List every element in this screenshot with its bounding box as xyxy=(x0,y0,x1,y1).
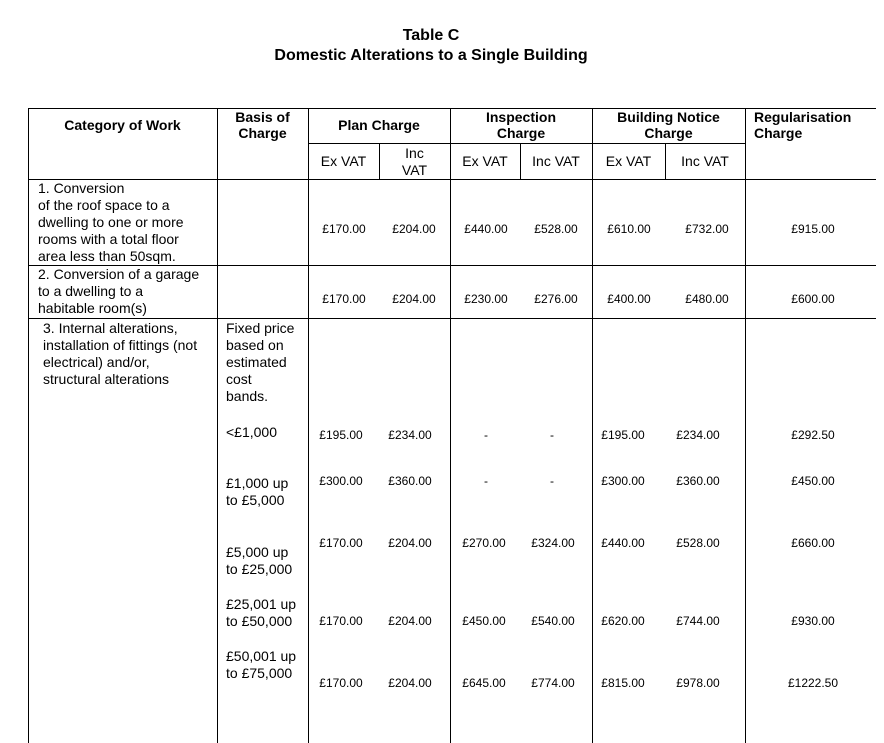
charge-value: £195.00 xyxy=(601,428,645,442)
basis-text: cost xyxy=(226,371,252,387)
charge-value: £170.00 xyxy=(319,676,363,690)
subheader-inc-vat: Inc VAT xyxy=(532,153,580,169)
header-building-notice-charge: Charge xyxy=(644,125,693,141)
cost-band-label: £5,000 up xyxy=(226,544,289,560)
category-text: installation of fittings (not xyxy=(43,337,198,353)
cost-band-label: £50,001 up xyxy=(226,648,297,664)
charge-value: £440.00 xyxy=(464,222,508,236)
charge-value: £620.00 xyxy=(601,614,645,628)
table-title: Table C xyxy=(402,27,460,44)
category-text: 2. Conversion of a garage xyxy=(38,266,200,282)
header-building-notice-charge: Building Notice xyxy=(617,109,720,125)
charge-value: £1222.50 xyxy=(787,676,839,690)
charge-value: - xyxy=(484,474,488,488)
charge-value: £324.00 xyxy=(531,536,575,550)
category-text: electrical) and/or, xyxy=(43,354,150,370)
subheader-inc-vat: Inc xyxy=(405,145,424,161)
charge-value: £230.00 xyxy=(464,292,508,306)
charge-value: £450.00 xyxy=(791,474,835,488)
header-category: Category of Work xyxy=(64,117,181,133)
basis-text: Fixed price xyxy=(226,320,295,336)
column-rule xyxy=(308,108,309,743)
charge-value: £528.00 xyxy=(676,536,720,550)
charge-value: £732.00 xyxy=(685,222,729,236)
subheader-inc-vat: Inc VAT xyxy=(681,153,729,169)
category-text: structural alterations xyxy=(43,371,170,387)
category-text: area less than 50sqm. xyxy=(38,248,176,264)
charge-value: £450.00 xyxy=(462,614,506,628)
charge-value: - xyxy=(550,474,554,488)
cost-band-label: to £25,000 xyxy=(226,561,293,577)
basis-text: estimated xyxy=(226,354,287,370)
header-inspection-charge: Charge xyxy=(496,125,546,141)
header-bottom-rule xyxy=(28,179,876,180)
charge-value: £204.00 xyxy=(388,676,432,690)
subheader-ex-vat: Ex VAT xyxy=(462,153,508,169)
header-regularisation-charge: Regularisation xyxy=(754,109,852,125)
charge-value: £270.00 xyxy=(462,536,506,550)
charge-value: £170.00 xyxy=(319,536,363,550)
cost-band-label: to £5,000 xyxy=(226,492,285,508)
header-regularisation-charge: Charge xyxy=(754,125,803,141)
charge-value: £480.00 xyxy=(685,292,729,306)
cost-band-label: to £50,000 xyxy=(226,613,293,629)
charge-value: £300.00 xyxy=(319,474,363,488)
charge-value: £528.00 xyxy=(534,222,578,236)
header-inspection-charge: Inspection xyxy=(485,109,556,125)
charge-value: £204.00 xyxy=(392,222,436,236)
charge-value: £978.00 xyxy=(676,676,720,690)
table-subtitle: Domestic Alterations to a Single Building xyxy=(274,47,588,64)
cost-band-label: £1,000 up xyxy=(226,475,289,491)
column-rule xyxy=(217,108,218,743)
charge-value: £292.50 xyxy=(791,428,835,442)
cost-band-label: to £75,000 xyxy=(226,665,293,681)
category-text: to a dwelling to a xyxy=(38,283,144,299)
charge-value: £645.00 xyxy=(462,676,506,690)
charge-value: £234.00 xyxy=(388,428,432,442)
subheader-inc-vat: VAT xyxy=(401,162,428,178)
charge-value: £440.00 xyxy=(601,536,645,550)
charge-value: £774.00 xyxy=(531,676,575,690)
column-rule xyxy=(592,108,593,743)
charge-value: £930.00 xyxy=(791,614,835,628)
charge-value: £195.00 xyxy=(319,428,363,442)
row-rule xyxy=(28,318,876,319)
basis-text: based on xyxy=(226,337,284,353)
cost-band-label: <£1,000 xyxy=(226,424,277,440)
charge-value: £170.00 xyxy=(322,292,366,306)
category-text: dwelling to one or more xyxy=(38,214,184,230)
category-text: habitable room(s) xyxy=(38,300,147,316)
charge-value: £744.00 xyxy=(676,614,720,628)
charge-value: - xyxy=(550,428,554,442)
charge-value: £170.00 xyxy=(319,614,363,628)
charge-value: £170.00 xyxy=(322,222,366,236)
subheader-ex-vat: Ex VAT xyxy=(605,153,652,169)
subheader-rule xyxy=(592,143,745,144)
charge-value: £300.00 xyxy=(601,474,645,488)
subheader-ex-vat: Ex VAT xyxy=(320,153,367,169)
charge-value: £204.00 xyxy=(388,536,432,550)
category-text: 3. Internal alterations, xyxy=(43,320,178,336)
charge-value: £204.00 xyxy=(392,292,436,306)
category-text: of the roof space to a xyxy=(38,197,170,213)
charge-value: £276.00 xyxy=(534,292,578,306)
charge-value: £815.00 xyxy=(601,676,645,690)
charge-value: £600.00 xyxy=(791,292,835,306)
header-basis: Basis of xyxy=(235,109,290,125)
basis-text: bands. xyxy=(226,388,269,404)
subheader-rule xyxy=(450,143,592,144)
column-rule xyxy=(745,108,746,743)
charge-value: £360.00 xyxy=(388,474,432,488)
column-rule xyxy=(28,108,29,743)
charge-value: £234.00 xyxy=(676,428,720,442)
charge-value: £660.00 xyxy=(791,536,835,550)
charge-value: - xyxy=(484,428,488,442)
charge-value: £204.00 xyxy=(388,614,432,628)
charge-value: £610.00 xyxy=(607,222,651,236)
charge-value: £915.00 xyxy=(791,222,835,236)
charge-value: £400.00 xyxy=(607,292,651,306)
charge-value: £360.00 xyxy=(676,474,720,488)
header-basis: Charge xyxy=(238,125,287,141)
cost-band-label: £25,001 up xyxy=(226,596,297,612)
column-rule xyxy=(450,108,451,743)
category-text: rooms with a total floor xyxy=(38,231,179,247)
category-text: 1. Conversion xyxy=(38,180,125,196)
header-plan-charge: Plan Charge xyxy=(338,117,420,133)
charge-value: £540.00 xyxy=(531,614,575,628)
